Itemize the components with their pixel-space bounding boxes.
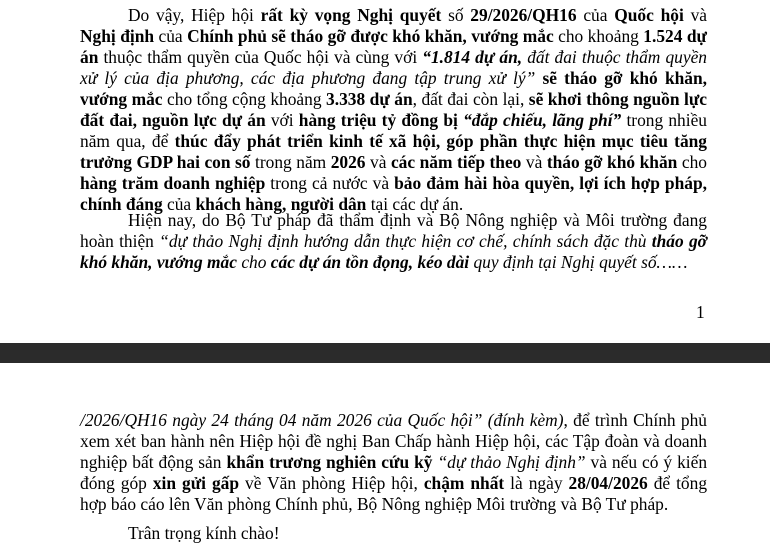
text-run: của bbox=[154, 26, 188, 46]
closing-text: Trân trọng kính chào! bbox=[128, 523, 280, 543]
text-run: đất đai thuộc thẩm quyền xử lý của địa phương, các địa phương đang tập trung xử lý” bbox=[80, 47, 707, 88]
text-run: và bbox=[683, 5, 707, 25]
text-run: xin gửi gấp bbox=[152, 473, 240, 493]
text-run: thúc đẩy phát triển kinh tế xã hội, góp phần thực hiện mục tiêu tăng trưởng GDP hai con số bbox=[80, 131, 708, 172]
text-run: trong năm bbox=[250, 152, 331, 172]
text-run: của bbox=[576, 5, 615, 25]
text-run: trong cả nước và bbox=[265, 173, 395, 193]
text-run: khách hàng, người dân bbox=[195, 194, 367, 214]
paragraph-expectation bbox=[80, 5, 707, 215]
paragraph-request bbox=[80, 410, 707, 515]
text-run: , để trình Chính phủ xem xét ban hành nên Hiệp hội đề nghị Ban Chấp hành Hiệp hội, các Tập đoàn và doanh nghiệp bất động sản bbox=[80, 410, 707, 472]
text-run: khẩn trương nghiên cứu kỹ bbox=[226, 452, 433, 472]
text-run: với bbox=[265, 110, 299, 130]
text-run: Chính phủ bbox=[187, 26, 267, 46]
text-run: cho tổng cộng khoảng bbox=[162, 89, 327, 109]
text-run: cho bbox=[236, 252, 271, 272]
text-run: “dự thảo Nghị định hướng dẫn thực hiện cơ chế, chính sách đặc thù bbox=[159, 231, 647, 251]
text-run: 29/2026/QH16 bbox=[470, 5, 577, 25]
text-run: chậm nhất bbox=[423, 473, 505, 493]
text-run: rất kỳ vọng Nghị quyết bbox=[260, 5, 442, 25]
text-run: 3.338 dự án bbox=[326, 89, 413, 109]
text-run: Nghị định bbox=[80, 26, 155, 46]
text-run: các năm tiếp theo bbox=[390, 152, 522, 172]
text-run: các dự án tồn đọng, kéo dài bbox=[270, 252, 470, 272]
text-run: sẽ tháo gỡ được khó khăn, vướng mắc bbox=[271, 26, 554, 46]
text-run: sẽ tháo gỡ khó khăn, vướng mắc bbox=[80, 68, 708, 109]
text-run: thuộc thẩm quyền của Quốc hội và cùng với bbox=[98, 47, 423, 67]
page-break-divider bbox=[0, 343, 770, 363]
text-run: “dự thảo Nghị định” bbox=[437, 452, 586, 472]
text-run: tại các dự án. bbox=[366, 194, 464, 214]
text-run: hàng trăm doanh nghiệp bbox=[80, 173, 266, 193]
text-run: /2026/QH16 ngày 24 tháng 04 năm 2026 của Quốc hội” (đính kèm) bbox=[80, 410, 564, 430]
text-run: trong nhiều năm qua, để bbox=[80, 110, 708, 151]
text-run: Do vậy, Hiệp hội bbox=[128, 5, 261, 25]
closing-line bbox=[80, 523, 707, 544]
text-run: 28/04/2026 bbox=[568, 473, 648, 493]
text-run: và bbox=[365, 152, 391, 172]
text-run: cho bbox=[677, 152, 707, 172]
text-run: để tổng hợp báo cáo lên Văn phòng Chính phủ, Bộ Nông nghiệp Môi trường và Bộ Tư pháp. bbox=[80, 473, 708, 514]
text-run: 1.524 dự án bbox=[80, 26, 707, 67]
text-run: “đắp chiếu, lãng phí” bbox=[463, 110, 622, 130]
text-run: tháo gỡ khó khăn, vướng mắc bbox=[80, 231, 707, 272]
text-run: hàng triệu tỷ đồng bị bbox=[298, 110, 458, 130]
text-run: là ngày bbox=[504, 473, 569, 493]
text-run: của bbox=[162, 194, 196, 214]
text-run: quy định tại Nghị quyết số…… bbox=[469, 252, 688, 272]
text-run: bảo đảm hài hòa quyền, lợi ích hợp pháp, chính đáng bbox=[80, 173, 707, 214]
text-run: Hiện nay, do Bộ Tư pháp đã thẩm định và Bộ Nông nghiệp và Môi trường đang hoàn thiện bbox=[80, 210, 707, 251]
paragraph-current-status bbox=[80, 210, 707, 273]
text-run: về Văn phòng Hiệp hội, bbox=[239, 473, 424, 493]
text-run: “1.814 dự án, bbox=[422, 47, 523, 67]
page-number: 1 bbox=[696, 302, 705, 322]
text-run: 2026 bbox=[330, 152, 366, 172]
text-run: , đất đai còn lại, bbox=[412, 89, 529, 109]
text-run: cho khoảng bbox=[553, 26, 644, 46]
text-run: sẽ khơi thông nguồn lực đất đai, nguồn lực dự án bbox=[80, 89, 707, 130]
text-run: Quốc hội bbox=[614, 5, 684, 25]
text-run: tháo gỡ khó khăn bbox=[546, 152, 678, 172]
text-run: và nếu có ý kiến đóng góp bbox=[80, 452, 708, 493]
text-run: số bbox=[441, 5, 471, 25]
text-run: và bbox=[521, 152, 547, 172]
